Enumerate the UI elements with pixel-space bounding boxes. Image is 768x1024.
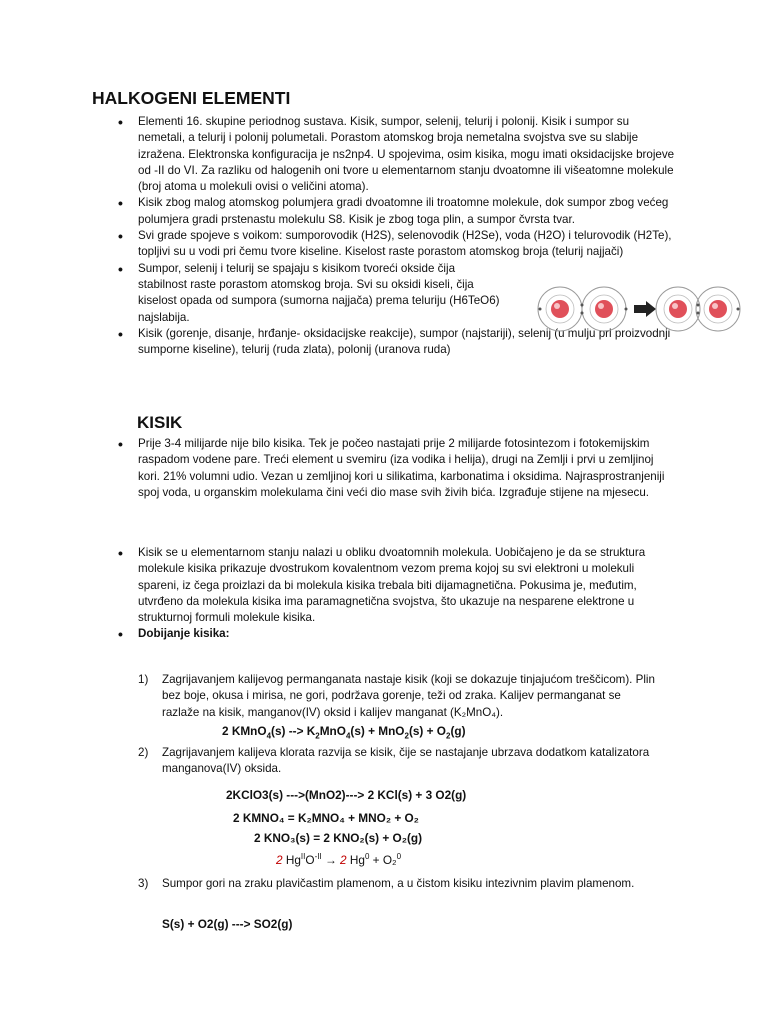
equation-kmno4: 2 KMnO$_4$(s) --> $K_2MnO_4(s) + MnO_2(s) + O_2(g)$: [222, 724, 466, 741]
equation-part: + O₂: [369, 852, 397, 867]
oxidation-number: II: [300, 852, 306, 861]
equation-part: Hg: [282, 852, 301, 867]
reaction-arrow-icon: [634, 301, 656, 317]
oxidation-number: 0: [396, 852, 402, 861]
step-text: Zagrijavanjem kalijeva klorata razvija se kisik, čije se nastajanje ubrzava dodatkom katalizatora manganova(IV) oksida.: [162, 746, 650, 776]
oxygen-molecule-figure: [534, 283, 746, 347]
equation-part: MnO: [319, 724, 346, 738]
procedure-step-2: [138, 745, 658, 778]
atom-right-pair: [656, 287, 740, 331]
procedure-step-3: [138, 876, 658, 892]
list-item-text: Svi grade spojeve s voikom: sumporovodik (H2S), selenovodik (H2Se), voda (H2O) i telurovodik (H2Te), topljivi su u vodi pri čemu tvore kiseline. Kiselost raste porastom atomskog broja (telurij najjači): [138, 229, 672, 259]
procedure-step-1: [138, 672, 658, 721]
list-item-text: Dobijanje kisika:: [138, 627, 230, 641]
kisik-bullet-list-2: [118, 545, 678, 643]
equation-part: (g): [450, 724, 466, 738]
equation-part: O: [305, 852, 315, 867]
step-text: Sumpor gori na zraku plavičastim plamenom, a u čistom kisiku intezivnim plavim plamenom.: [162, 877, 635, 890]
list-item-text: Kisik (gorenje, disanje, hrđanje- oksidacijske reakcije), sumpor (najstariji), selenij (u mulju pri proizvodnji sumporne kiseline), telurij (ruda zlata), polonij (uranova ruda): [138, 326, 671, 357]
step-number: 2): [138, 746, 149, 759]
page-title: HALKOGENI ELEMENTI: [92, 88, 291, 108]
oxidation-number: 0: [364, 852, 370, 861]
list-item-text: Prije 3-4 milijarde nije bilo kisika. Tek je počeo nastajati prije 2 milijarde fotosintezom i fotokemijskim raspadom vodene pare. Treći element u svemiru (iza vodika i helija), drugi na Zemlji i prvi u zemljinoj kori. 21% volumni udio. Vezan u zemljinoj kori u silikatima, karbonatima i oksidima. Najrasprostranjeniji spoj voda, u organskim molekulama čini veći dio mase svih živih bića. Izgrađuje stijene na mjesecu.: [138, 437, 665, 499]
list-item: [118, 626, 678, 642]
list-item: [118, 228, 678, 261]
kisik-bullet-list-1: [118, 436, 678, 501]
equation-coefficient: 2: [340, 852, 347, 867]
equation-part: Hg: [346, 852, 365, 867]
list-item-text: • Sumpor, selenij i telurij se spajaju s kisikom tvoreći okside čija stabilnost raste porastom atomskog broja. Svi su oksidi kiseli, čija kiselost opada od sumpora (sumorna najjača) prema teluriju (H6TeO6) najslabija.: [138, 261, 500, 324]
atom-left-pair: [538, 287, 628, 331]
list-item: [118, 436, 678, 501]
list-item: [118, 114, 678, 195]
equation-part: (s) + O: [408, 724, 446, 738]
equation-part: (s) + MnO: [350, 724, 405, 738]
section-heading-kisik: KISIK: [137, 413, 183, 432]
list-item-text: Elementi 16. skupine periodnog sustava. Kisik, sumpor, selenij, telurij i polonij. Kisik i sumpor su nemetali, a telurij i polonij polumetali. Porastom atomskog broja nemetalna svojstva sve su slabije izražena. Elektronska konfiguracija je ns2np4. U spojevima, osim kisika, mogu imati oksidacijske brojeve od -II do VI. Za razliku od halogenih oni tvore u elementarnom stanju dvoatomne ili višeatomne molekule (broj atoma u molekuli ovisi o veličini atoma).: [138, 115, 675, 194]
step-number: 3): [138, 877, 149, 890]
equation-part: 2 KMnO: [222, 724, 267, 738]
equation-kno3: 2 KNO₃(s) = 2 KNO₂(s) + O₂(g): [254, 831, 423, 845]
list-item: [138, 672, 658, 721]
equation-kmno4-alt: 2 KMNO₄ = K₂MNO₄ + MNO₂ + O₂: [233, 811, 419, 825]
list-item-text: Kisik zbog malog atomskog polumjera gradi dvoatomne ili troatomne molekule, dok sumpor zbog većeg polumjera gradi prstenastu molekulu S8. Kisik je zbog toga plin, a sumpor čvrsta tvar.: [138, 196, 669, 226]
list-item: [118, 545, 678, 626]
equation-part: (s) --> K: [271, 724, 316, 738]
step-number: 1): [138, 673, 149, 686]
equation-arrow: →: [321, 852, 341, 867]
list-item: [138, 745, 658, 778]
equation-hgo: [276, 852, 401, 867]
oxidation-number: -II: [314, 852, 322, 861]
list-item: [118, 195, 678, 228]
equation-sulfur: S(s) + O2(g) ---> SO2(g): [162, 917, 293, 931]
step-text: Zagrijavanjem kalijevog permanganata nastaje kisik (koji se dokazuje tinjajućom treščicom). Plin bez boje, okusa i mirisa, ne gori, podržava gorenje, teži od zraka. Kalijev permanganat se razlaže na kisik, manganov(IV) oksid i kalijev manganat (K₂MnO₄).: [162, 673, 655, 719]
equation-kclo3: 2KClO3(s) --->(MnO2)---> 2 KCl(s) + 3 O2(g): [226, 788, 467, 802]
list-item: [138, 876, 658, 892]
equation-coefficient: 2: [276, 852, 283, 867]
list-item-text: Kisik se u elementarnom stanju nalazi u obliku dvoatomnih molekula. Uobičajeno je da se struktura molekule kisika prikazuje dvostrukom kovalentnom vezom prema kojoj su svi elektroni u molekuli spareni, iz čega proizlazi da bi molekula kisika trebala biti dijamagnetična. Pokusima je, međutim, utvrđeno da molekula kisika ima paramagnetična svojstva, što ukazuje na nesparene elektrone u strukturnoj formuli molekule kisika.: [138, 546, 646, 625]
